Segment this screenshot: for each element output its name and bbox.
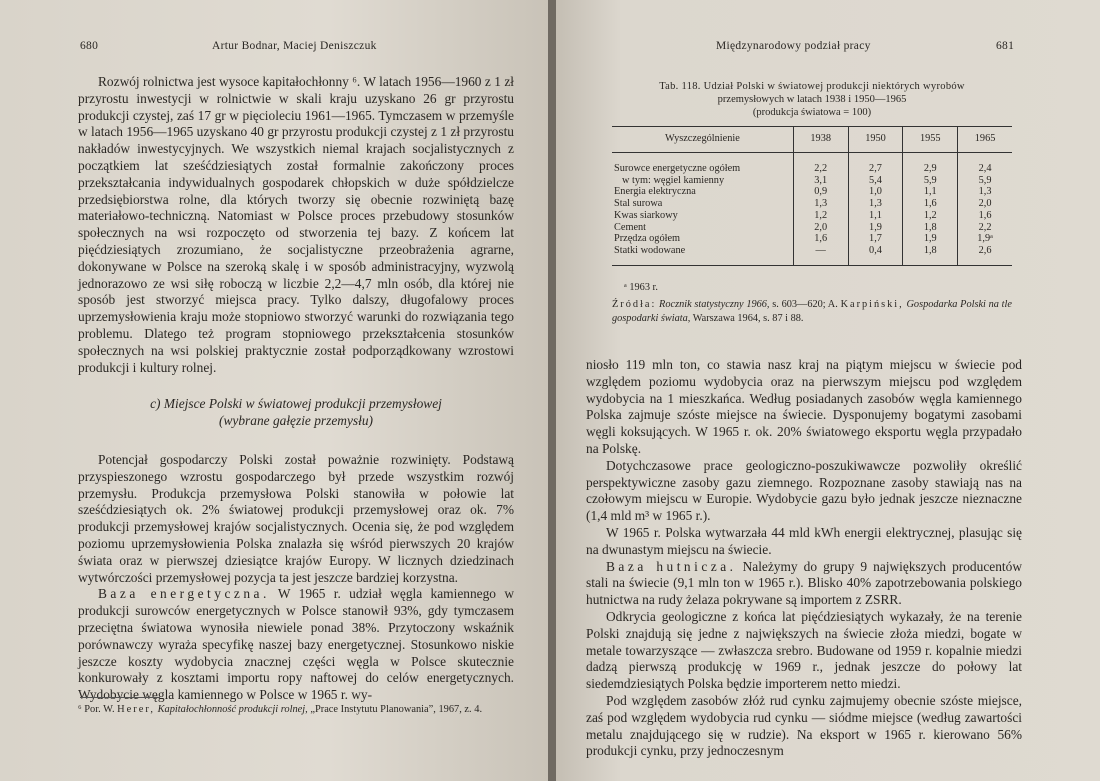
footnote-title: Kapitałochłonność produkcji rolnej,: [154, 704, 308, 715]
table-cell: 1,2: [903, 210, 958, 222]
paragraph: Potencjał gospodarczy Polski został poważnie rozwinięty. Podstawą przyspieszonego wzrostu gospodarczego był przede wszystkim rozwój przemysłu. Produkcja przemysłowa Polski stanowiła w połowie lat sześćdziesiątych ok. 2% światowej produkcji przemysłowej oraz ok. 7% produkcji przemysłowej krajów socjalistycznych. Ocenia się, że pod względem poziomu uprzemysłowienia Polska znalazła się wśród pierwszych 20 krajów świata oraz w pierwszej dziesiątce krajów Europy. W licznych dziedzinach wytwórczości przemysłowej pozycja ta jest jeszcze bardziej korzystna.: [78, 451, 514, 585]
table-cell: 1,7: [848, 233, 903, 245]
table-cell: 2,7: [848, 153, 903, 175]
table-row: [612, 222, 1012, 234]
table-cell: 1,9ᵃ: [977, 233, 993, 245]
table-caption: [612, 80, 1012, 119]
header-year: 1950: [848, 127, 903, 153]
table-cell: —: [793, 245, 848, 265]
paragraph: Pod względem zasobów złóż rud cynku zajmujemy obecnie szóste miejsce, zaś pod względem wydobycia rud cynku — siódme miejsce (według zawartości metalu znajdującego się w rudzie). Na eksport w 1965 r. kierowano 56% produkcji cynku, przy jednoczesnym: [586, 692, 1022, 759]
table-cell: 5,4: [848, 175, 903, 187]
statistics-table: [612, 126, 1012, 266]
source-title: Rocznik statystyczny 1966,: [656, 299, 770, 310]
table-cell: 2,0: [793, 222, 848, 234]
source-text: s. 603—620; A.: [769, 299, 841, 310]
table-cell: 2,9: [903, 153, 958, 175]
paragraph: niosło 119 mln ton, co stawia nasz kraj na piątym miejscu w świecie pod względem poziomu wydobycia oraz na pierwszym miejscu pod względem wydobycia na 1 mieszkańca. Według posiadanych zasobów węgla kamiennego Polska zajmuje szóste miejsce na świecie. Dysponujemy bogatymi zasobami węgli koksujących. W 1965 r. ok. 20% światowego eksportu węgla przypadało na Polskę.: [586, 357, 1022, 456]
header-year: 1938: [793, 127, 848, 153]
table-cell: 1,9: [903, 233, 958, 245]
table-note: ᵃ 1963 r.: [624, 282, 658, 293]
source-text: Warszawa 1964, s. 87 i 88.: [690, 312, 804, 324]
table-cell: 0,9: [793, 186, 848, 198]
page-number: 680: [80, 40, 99, 52]
table-cell: 2,2: [793, 153, 848, 175]
table-cell: 1,3: [848, 198, 903, 210]
right-page: [556, 0, 1100, 781]
table-cell: 1,6: [793, 233, 848, 245]
table-row: [612, 245, 1012, 265]
row-label: Stal surowa: [612, 198, 793, 210]
table-row: [612, 198, 1012, 210]
spaced-lead: Baza energetyczna.: [98, 586, 270, 602]
paragraph: W 1965 r. Polska wytwarzała 44 mld kWh energii elektrycznej, plasując się na dwunastym miejscu na świecie.: [586, 524, 1022, 557]
footnote-rest: „Prace Instytutu Planowania”, 1967, z. 4.: [307, 704, 483, 715]
row-label: Przędza ogółem: [612, 233, 793, 245]
section-heading: [78, 396, 514, 430]
paragraph: [586, 559, 1022, 609]
page-number: 681: [996, 40, 1015, 52]
table-row: [612, 233, 1012, 245]
table-cell: 5,9: [978, 174, 992, 186]
table-cell: 1,8: [903, 222, 958, 234]
table-cell: 1,1: [848, 210, 903, 222]
paragraph-rest: W 1965 r. udział węgla kamiennego w produkcji surowców energetycznych w Polsce stanowił 93%, gdy tymczasem przeciętna światowa wynosiła niewiele ponad 38%. Przytoczony wskaźnik porównawczy wyraża specyfikę naszej bazy energetycznej. Stosunkowo niskie jeszcze koszty wydobycia znacznej części węgla w Polsce skutecznie konkurowały z kosztami importu ropy naftowej do celów energetycznych. Wydobycie węgla kamiennego w Polsce w 1965 r. wy-: [78, 586, 514, 703]
table-row: [612, 153, 1012, 175]
table-cell: 1,2: [793, 210, 848, 222]
row-label: Energia elektryczna: [612, 186, 793, 198]
table-row: [612, 210, 1012, 222]
footnote-mark: ⁶ Por. W.: [78, 704, 118, 715]
table-caption-line: przemysłowych w latach 1938 i 1950—1965: [717, 94, 907, 105]
table-cell: 5,9: [903, 175, 958, 187]
running-head: Artur Bodnar, Maciej Deniszczuk: [212, 40, 377, 52]
row-label: Kwas siarkowy: [612, 210, 793, 222]
footnote: [78, 703, 514, 717]
table-cell: 1,8: [903, 245, 958, 265]
source-title: Gospodarka Polski na tle gospodarki świata,: [612, 299, 1012, 324]
table-cell: 1,3: [978, 186, 992, 198]
section-heading-subline: (wybrane gałęzie przemysłu): [219, 413, 373, 429]
table-cell: 2,2: [978, 221, 992, 233]
table-source: [612, 298, 1012, 325]
header-label: Wyszczególnienie: [612, 127, 793, 153]
table-cell: 1,3: [793, 198, 848, 210]
row-label: w tym: węgiel kamienny: [612, 175, 793, 187]
table-cell: 1,6: [903, 198, 958, 210]
table-cell: 2,6: [958, 245, 1012, 265]
book-gutter: [548, 0, 556, 781]
section-heading-line: c) Miejsce Polski w światowej produkcji przemysłowej: [150, 396, 442, 412]
table-cell: 3,1: [793, 175, 848, 187]
table-row: [612, 175, 1012, 187]
row-label: Statki wodowane: [612, 245, 793, 265]
header-year: 1965: [958, 127, 1012, 153]
table-cell: 0,4: [848, 245, 903, 265]
row-label: Cement: [612, 222, 793, 234]
table-cell: 1,6: [978, 209, 992, 221]
paragraph: [78, 586, 514, 704]
table-caption-line: (produkcja światowa = 100): [752, 107, 872, 118]
table-header-row: [612, 127, 1012, 153]
source-author: Karpiński,: [840, 299, 904, 310]
body-text: [78, 74, 514, 704]
source-label: Źródła:: [612, 299, 657, 310]
table-cell: 2,0: [978, 198, 992, 210]
footnote-author: Herer,: [117, 704, 155, 715]
table-cell: 1,1: [903, 186, 958, 198]
row-label: Surowce energetyczne ogółem: [612, 153, 793, 175]
paragraph-rest: Należymy do grupy 9 największych producentów stali na świecie (9,1 mln ton w 1965 r.). Blisko 40% zapotrzebowania polskiego hutnictwa na rudy żelaza pokrywane są importem z ZSRR.: [586, 558, 1022, 608]
body-text: [586, 357, 1022, 760]
paragraph: Dotychczasowe prace geologiczno-poszukiwawcze pozwoliły określić perspektywiczne zasoby gazu ziemnego. Rozpoznane zasoby stawiają nas na czołowym miejscu w Europie. Wydobycie gazu było jednak jeszcze nieznaczne (1,4 mld m³ w 1965 r.).: [586, 457, 1022, 524]
table-cell: 1,0: [848, 186, 903, 198]
footnote-rule: [80, 697, 160, 698]
paragraph: Odkrycia geologiczne z końca lat pięćdziesiątych wykazały, że na terenie Polski znajdują się jedne z największych na świecie złoża miedzi, bogate w metale towarzyszące — zwłaszcza srebro. Budowane od 1959 r. kopalnie miedzi dadzą pierwszą produkcję w 1969 r., jednak jeszcze do połowy lat siedemdziesiątych Polska będzie importerem netto miedzi.: [586, 608, 1022, 692]
table-cell: 2,4: [978, 163, 992, 174]
table-row: [612, 186, 1012, 198]
left-page: [0, 0, 548, 781]
spaced-lead: Baza hutnicza.: [606, 558, 737, 574]
table-cell: 1,9: [848, 222, 903, 234]
running-head: Międzynarodowy podział pracy: [716, 40, 871, 52]
table-caption-line: Tab. 118. Udział Polski w światowej produkcji niektórych wyrobów: [659, 81, 965, 92]
header-year: 1955: [903, 127, 958, 153]
paragraph: Rozwój rolnictwa jest wysoce kapitałochłonny ⁶. W latach 1956—1960 z 1 zł przyrostu inwestycji w rolnictwie w skali kraju uzyskano 26 gr przyrostu produkcji czystej, zaś 17 gr w pięcioleciu 1961—1965. Tymczasem w przemyśle w latach 1956—1965 uzyskano 40 gr przyrostu produkcji czystej z 1 zł przyrostu nakładów inwestycyjnych. We wszystkich niemal krajach socjalistycznych z początkiem lat sześćdziesiątych został formalnie zakończony proces przekształcania indywidualnych gospodarek chłopskich w duże spółdzielcze przedsiębiorstwa rolne, dla których tworzy się obecnie rozwiniętą bazę materiałowo-techniczną. Natomiast w Polsce proces przebudowy stosunków społecznych na wsi rozpoczęto od stworzenia tej bazy. Z końcem lat pięćdziesiątych zrozumiano, że socjalistyczne przeobrażenia agrarne, dokonywane w Polsce na szeroką skalę i w sposób administracyjny, wyzwolą jednorazowo ze wsi siłę roboczą w liczbie 2,2—4,7 mln osób, dla której nie sposób jest stworzyć miejsca pracy. Tylko dalszy, długofalowy proces uprzemysłowienia kraju może stopniowo stworzyć warunki do rozwiązania tego problemu. Dlatego też program stopniowego przekształcenia stosunków społecznych na wsi polskiej praktycznie został podporządkowany wzrostowi produkcji i kultury rolnej.: [78, 74, 514, 375]
